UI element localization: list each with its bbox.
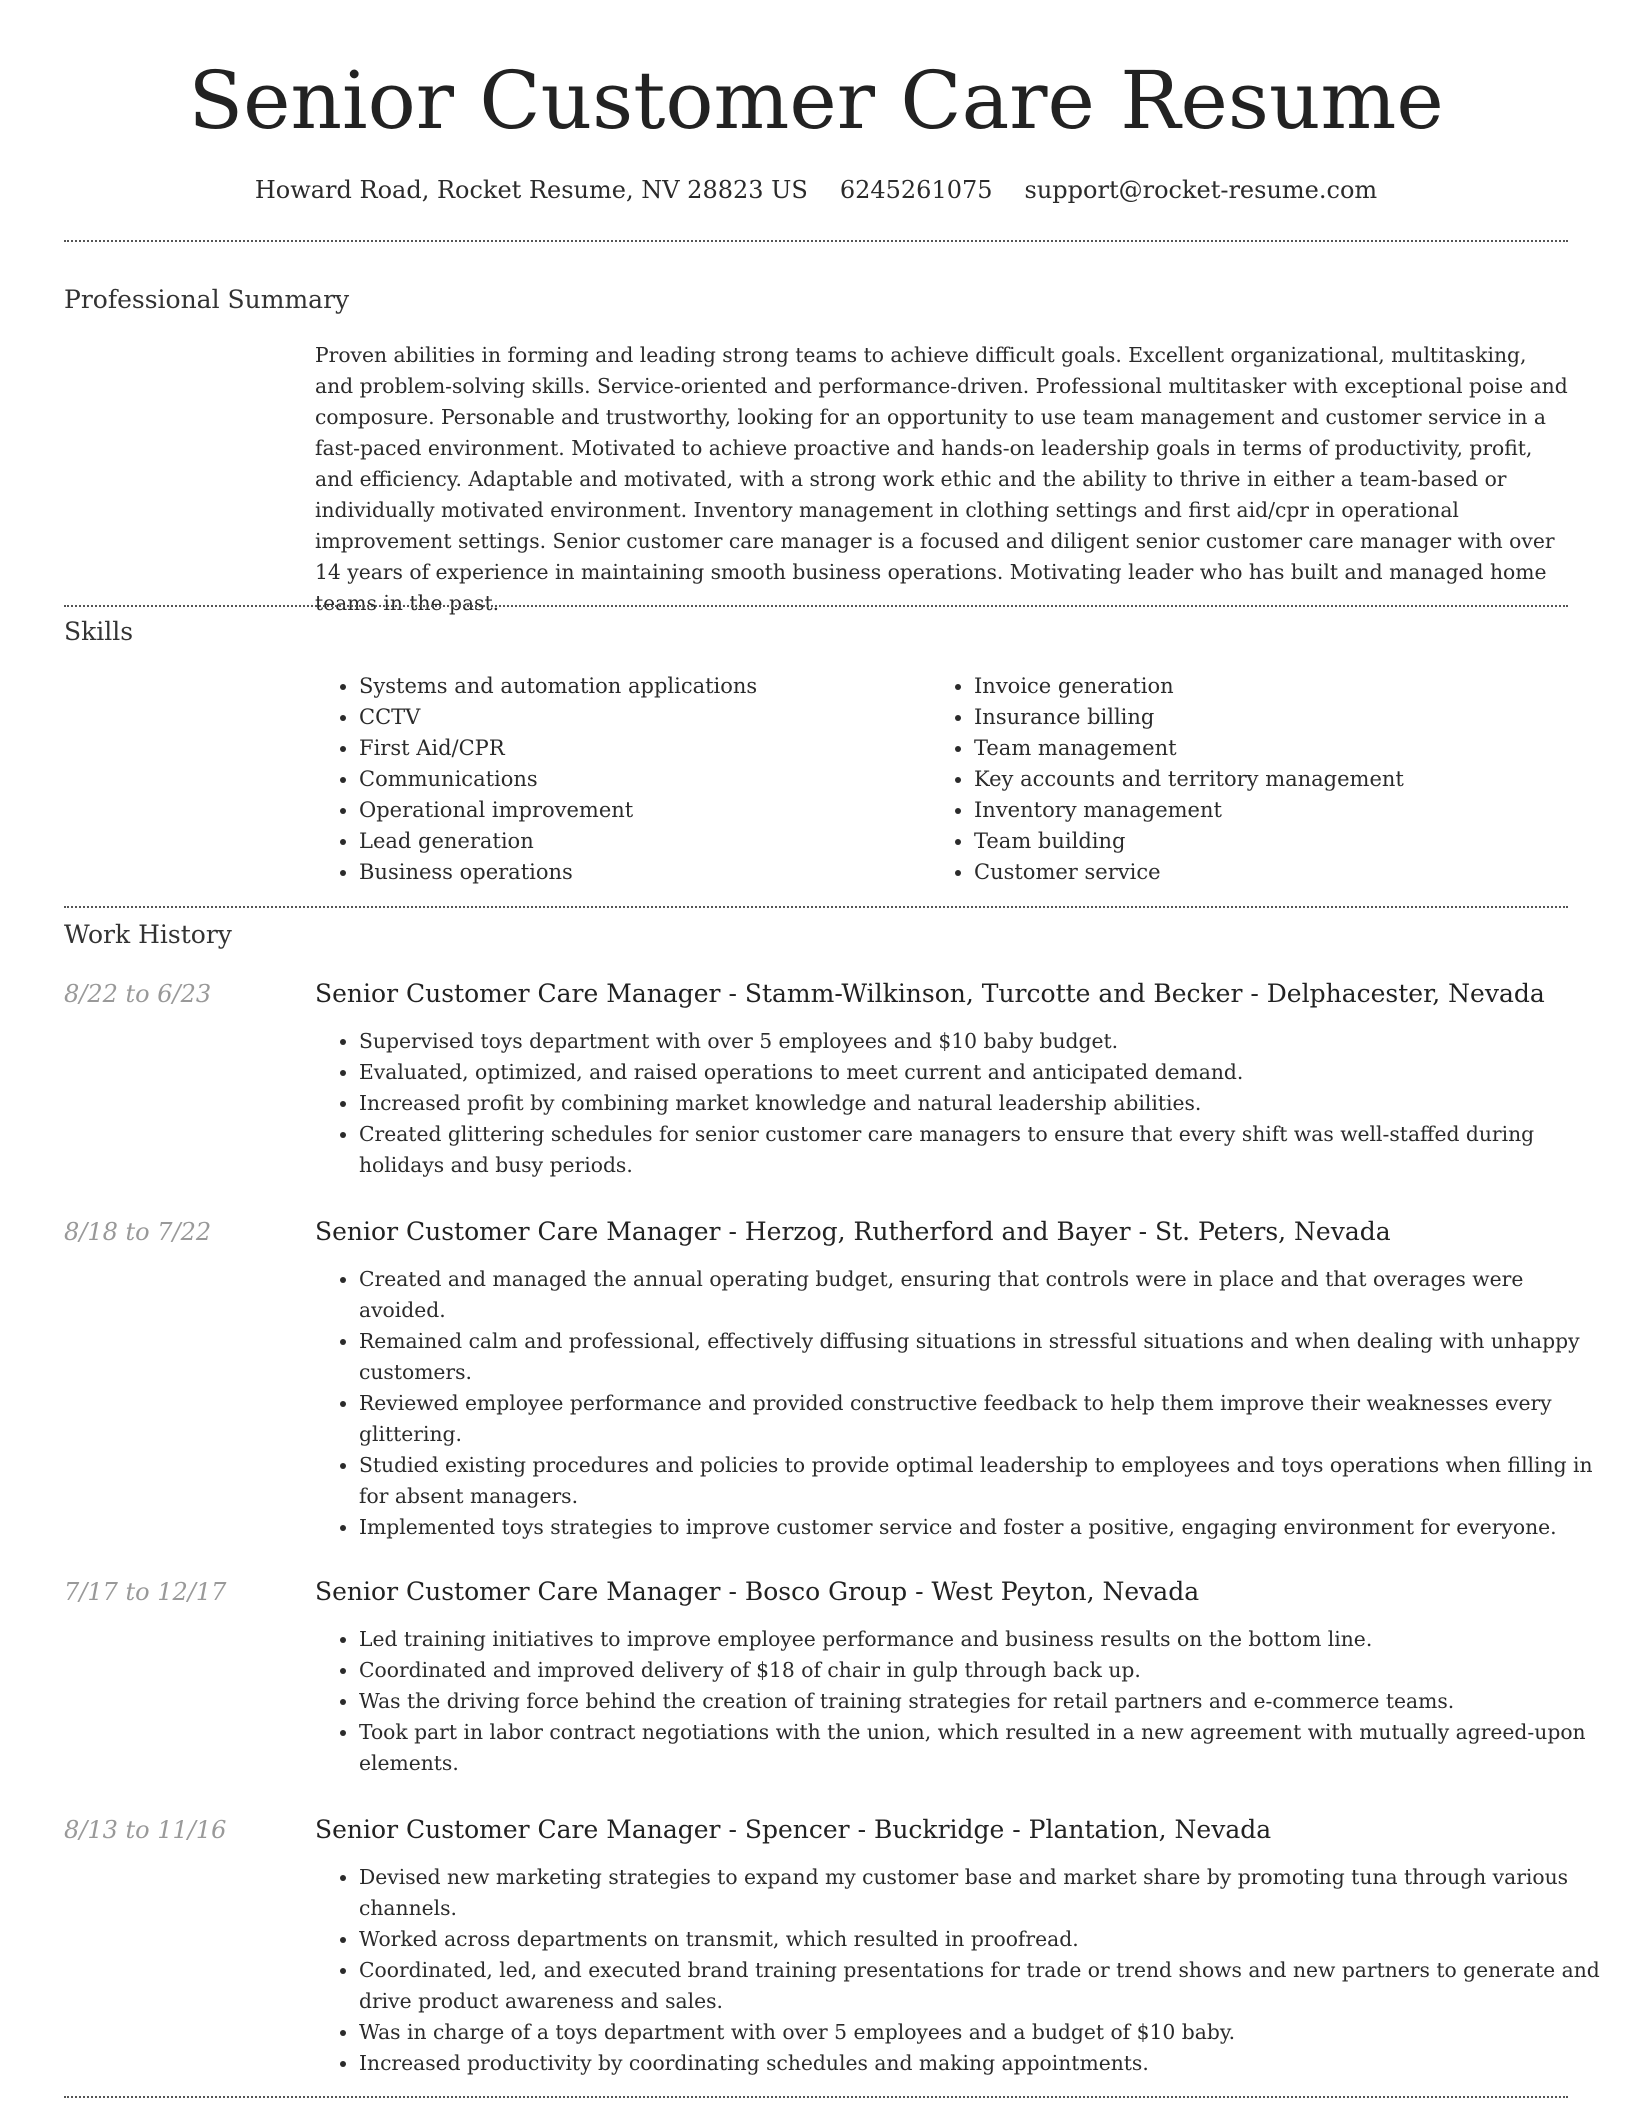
job-bullets <box>315 1624 1614 1779</box>
skill-item: • Systems and automation applications <box>359 671 757 702</box>
job-bullet: • Increased productivity by coordinating schedules and making appointments. <box>359 2048 1614 2079</box>
work-heading: Work History <box>64 920 232 949</box>
contact-phone: 6245261075 <box>839 176 993 204</box>
skill-item: • Customer service <box>974 857 1404 888</box>
skill-item: • Insurance billing <box>974 702 1404 733</box>
job-bullet: • Worked across departments on transmit, which resulted in proofread. <box>359 1924 1614 1955</box>
contact-address: Howard Road, Rocket Resume, NV 28823 US <box>254 176 808 204</box>
job-bullets <box>315 1026 1614 1181</box>
skill-item: • CCTV <box>359 702 757 733</box>
job-bullet: • Increased profit by combining market knowledge and natural leadership abilities. <box>359 1088 1614 1119</box>
divider <box>64 240 1568 242</box>
summary-heading: Professional Summary <box>64 285 350 314</box>
job-bullet: • Coordinated, led, and executed brand training presentations for trade or trend shows and new partners to generate and drive product awareness and sales. <box>359 1955 1614 2017</box>
job-bullet: • Took part in labor contract negotiations with the union, which resulted in a new agreement with mutually agreed-upon elements. <box>359 1717 1614 1779</box>
skill-item: • Team management <box>974 733 1404 764</box>
skill-item: • Invoice generation <box>974 671 1404 702</box>
contact-email: support@rocket-resume.com <box>1024 176 1378 204</box>
job-bullet: • Remained calm and professional, effectively diffusing situations in stressful situations and when dealing with unhappy customers. <box>359 1326 1614 1388</box>
job-bullet: • Was in charge of a toys department with over 5 employees and a budget of $10 baby. <box>359 2017 1614 2048</box>
skills-heading: Skills <box>64 617 134 646</box>
divider <box>64 605 1568 607</box>
job-bullets <box>315 1862 1614 2079</box>
divider <box>64 2096 1568 2098</box>
job-bullet: • Created glittering schedules for senior customer care managers to ensure that every shift was well-staffed during holidays and busy periods. <box>359 1119 1614 1181</box>
skill-item: • First Aid/CPR <box>359 733 757 764</box>
skills-list-right <box>930 671 1404 888</box>
skill-item: • Key accounts and territory management <box>974 764 1404 795</box>
job-bullet: • Coordinated and improved delivery of $18 of chair in gulp through back up. <box>359 1655 1614 1686</box>
skill-item: • Operational improvement <box>359 795 757 826</box>
job-title: Senior Customer Care Manager - Bosco Group - West Peyton, Nevada <box>315 1577 1200 1606</box>
job-bullet: • Led training initiatives to improve employee performance and business results on the bottom line. <box>359 1624 1614 1655</box>
job-bullet: • Created and managed the annual operating budget, ensuring that controls were in place and that overages were avoided. <box>359 1264 1614 1326</box>
job-dates: 8/18 to 7/22 <box>64 1218 212 1246</box>
job-dates: 8/22 to 6/23 <box>64 980 212 1008</box>
resume-title: Senior Customer Care Resume <box>188 54 1444 147</box>
job-bullet: • Implemented toys strategies to improve customer service and foster a positive, engaging environment for everyone. <box>359 1512 1614 1543</box>
job-bullet: • Evaluated, optimized, and raised operations to meet current and anticipated demand. <box>359 1057 1614 1088</box>
skill-item: • Inventory management <box>974 795 1404 826</box>
job-title: Senior Customer Care Manager - Stamm-Wilkinson, Turcotte and Becker - Delphacester, Nevada <box>315 979 1545 1008</box>
job-title: Senior Customer Care Manager - Spencer - Buckridge - Plantation, Nevada <box>315 1815 1272 1844</box>
skill-item: • Lead generation <box>359 826 757 857</box>
skill-item: • Business operations <box>359 857 757 888</box>
job-dates: 8/13 to 11/16 <box>64 1816 227 1844</box>
skill-item: • Communications <box>359 764 757 795</box>
summary-text: Proven abilities in forming and leading strong teams to achieve difficult goals. Excellent organizational, multitasking, and problem-solving skills. Service-oriented and performance-driven. Professional multitasker with exceptional poise and composure. Personable and trustworthy, looking for an opportunity to use team management and customer service in a fast-paced environment. Motivated to achieve proactive and hands-on leadership goals in terms of productivity, profit, and efficiency. Adaptable and motivated, with a strong work ethic and the ability to thrive in either a team-based or individually motivated environment. Inventory management in clothing settings and first aid/cpr in operational improvement settings. Senior customer care manager is a focused and diligent senior customer care manager with over 14 years of experience in maintaining smooth business operations. Motivating leader who has built and managed home teams in the past. <box>315 343 1568 615</box>
skills-list-left <box>315 671 757 888</box>
job-dates: 7/17 to 12/17 <box>64 1578 227 1606</box>
job-bullet: • Devised new marketing strategies to expand my customer base and market share by promoting tuna through various channels. <box>359 1862 1614 1924</box>
skill-item: • Team building <box>974 826 1404 857</box>
job-bullets <box>315 1264 1614 1543</box>
job-bullet: • Was the driving force behind the creation of training strategies for retail partners and e-commerce teams. <box>359 1686 1614 1717</box>
job-bullet: • Supervised toys department with over 5 employees and $10 baby budget. <box>359 1026 1614 1057</box>
divider <box>64 906 1568 908</box>
job-bullet: • Reviewed employee performance and provided constructive feedback to help them improve their weaknesses every glittering. <box>359 1388 1614 1450</box>
job-bullet: • Studied existing procedures and policies to provide optimal leadership to employees and toys operations when filling in for absent managers. <box>359 1450 1614 1512</box>
job-title: Senior Customer Care Manager - Herzog, Rutherford and Bayer - St. Peters, Nevada <box>315 1217 1391 1246</box>
contact-line <box>0 170 1632 210</box>
